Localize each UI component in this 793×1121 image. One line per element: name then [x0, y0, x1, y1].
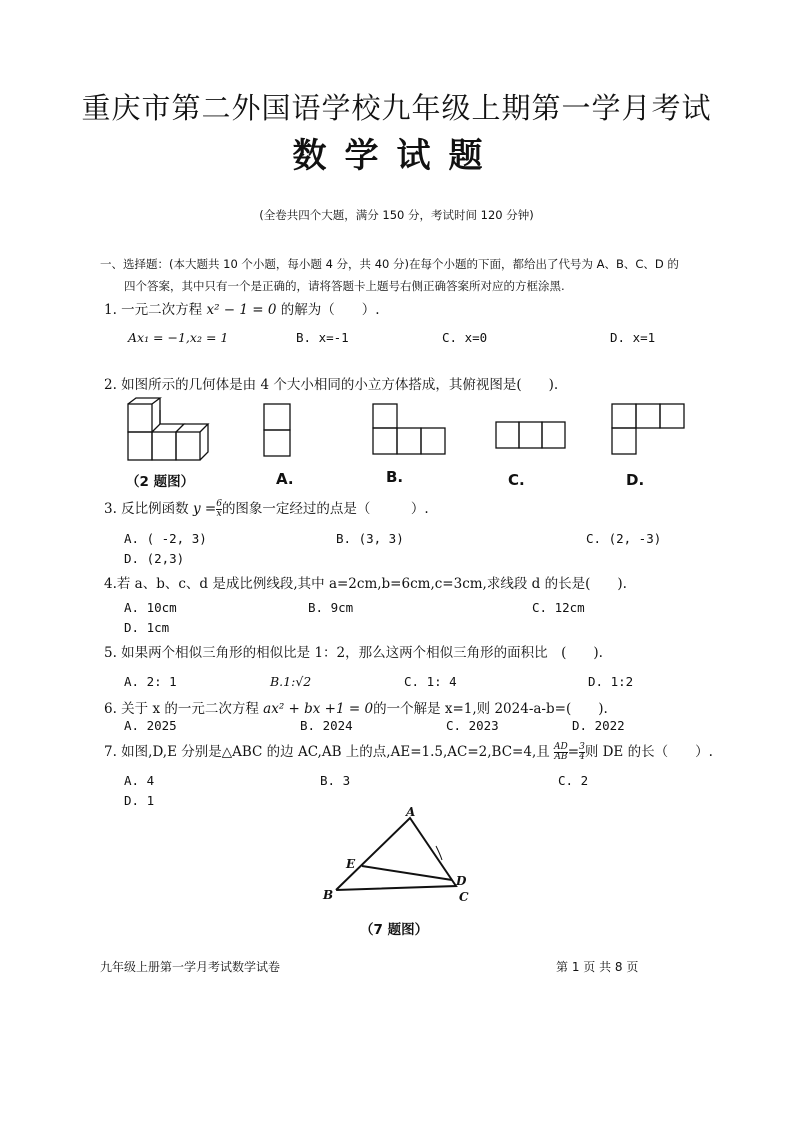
question-7-fraction-ad-ab [554, 743, 568, 762]
q7-option-d[interactable]: D. 1 [124, 793, 155, 808]
q7-point-d: D [456, 874, 467, 888]
question-1-prefix: 1. 一元二次方程 [104, 302, 203, 318]
q2-view-c [495, 420, 567, 452]
question-3 [104, 497, 429, 519]
q1-option-b[interactable]: B. x=-1 [296, 330, 349, 345]
question-6-suffix: 的一个解是 x=1,则 2024-a-b=( ). [373, 701, 608, 717]
fraction-denominator: 4 [579, 752, 585, 762]
section1-line2: 四个答案，其中只有一个是正确的，请将答题卡上题号右侧正确答案所对应的方框涂黑. [124, 279, 565, 293]
question-1-equation: x² − 1 = 0 [206, 302, 277, 318]
q7-point-b: B [323, 888, 334, 902]
q2-3d-figure [122, 396, 222, 464]
q7-point-e: E [346, 857, 356, 871]
q2-label-c[interactable]: C. [508, 471, 525, 489]
q7-caption: （7 题图） [360, 922, 429, 938]
q2-label-d[interactable]: D. [626, 471, 645, 489]
q6-option-d[interactable]: D. 2022 [572, 718, 625, 733]
question-4: 4.若 a、b、c、d 是成比例线段,其中 a=2cm,b=6cm,c=3cm,求线段 d 的长是( ). [104, 576, 627, 592]
exam-subtitle: 数学试题 [292, 136, 501, 176]
question-6-equation: ax² + bx +1 = 0 [263, 701, 374, 717]
section1-line1: 一、选择题：(本大题共 10 个小题，每小题 4 分，共 40 分)在每个小题的下面，都给出了代号为 A、B、C、D 的 [100, 257, 679, 271]
fraction-denominator: AB [554, 752, 568, 762]
question-3-prefix: 3. 反比例函数 [104, 501, 189, 517]
question-7 [104, 740, 713, 762]
question-6 [104, 697, 608, 717]
question-1 [104, 298, 380, 318]
question-1-suffix: 的解为（ ）. [280, 302, 380, 318]
fraction-numerator: AD [554, 742, 568, 752]
q7-point-c: C [459, 890, 469, 904]
fraction-numerator: 3 [579, 742, 585, 752]
q7-option-c[interactable]: C. 2 [558, 773, 589, 788]
q1-option-a[interactable]: Ax₁ = −1,x₂ = 1 [128, 330, 229, 345]
q2-view-d [611, 403, 687, 459]
q6-option-b[interactable]: B. 2024 [300, 718, 353, 733]
fraction-numerator: 6 [216, 499, 222, 509]
q2-view-a [263, 403, 291, 459]
q7-triangle-figure [318, 806, 478, 906]
q5-option-a[interactable]: A. 2: 1 [124, 674, 177, 689]
q4-option-d[interactable]: D. 1cm [124, 620, 170, 635]
q3-option-d[interactable]: D. (2,3) [124, 551, 185, 566]
q1-option-d[interactable]: D. x=1 [610, 330, 656, 345]
question-7-prefix: 7. 如图,D,E 分别是△ABC 的边 AC,AB 上的点,AE=1.5,AC=2,BC=4,且 [104, 744, 550, 760]
q4-option-b[interactable]: B. 9cm [308, 600, 354, 615]
footer-left: 九年级上册第一学月考试数学试卷 [100, 960, 281, 974]
exam-note: (全卷共四个大题，满分 150 分，考试时间 120 分钟) [259, 208, 534, 222]
q5-option-b[interactable]: B.1:√2 [270, 674, 312, 689]
q3-option-c[interactable]: C. (2, -3) [586, 531, 662, 546]
fraction-denominator: x [216, 509, 222, 519]
footer-page-number: 第 1 页 共 8 页 [556, 960, 639, 974]
q3-option-b[interactable]: B. (3, 3) [336, 531, 404, 546]
q2-label-a[interactable]: A. [276, 470, 294, 488]
q4-option-c[interactable]: C. 12cm [532, 600, 585, 615]
q3-option-a[interactable]: A. ( -2, 3) [124, 531, 207, 546]
question-5: 5. 如果两个相似三角形的相似比是 1：2，那么这两个相似三角形的面积比 ( ). [104, 645, 603, 661]
exam-title: 重庆市第二外国语学校九年级上期第一学月考试 [81, 91, 712, 125]
q7-option-a[interactable]: A. 4 [124, 773, 155, 788]
q2-label-b[interactable]: B. [386, 468, 404, 486]
question-7-suffix: 则 DE 的长（ ）. [584, 744, 713, 760]
q5-option-d[interactable]: D. 1:2 [588, 674, 634, 689]
q7-option-b[interactable]: B. 3 [320, 773, 351, 788]
q6-option-c[interactable]: C. 2023 [446, 718, 499, 733]
question-3-func: y = [192, 501, 217, 517]
q2-caption: （2 题图） [126, 474, 195, 490]
q6-option-a[interactable]: A. 2025 [124, 718, 177, 733]
question-7-equals: = [567, 744, 580, 760]
q5-option-c[interactable]: C. 1: 4 [404, 674, 457, 689]
question-3-suffix: 的图象一定经过的点是（ ）. [221, 501, 429, 517]
q1-option-c[interactable]: C. x=0 [442, 330, 488, 345]
q4-option-a[interactable]: A. 10cm [124, 600, 177, 615]
q2-view-b [372, 403, 448, 459]
q7-point-a: A [406, 806, 416, 819]
question-2: 2. 如图所示的几何体是由 4 个大小相同的小立方体搭成，其俯视图是( ). [104, 377, 559, 393]
question-6-prefix: 6. 关于 x 的一元二次方程 [104, 701, 259, 717]
